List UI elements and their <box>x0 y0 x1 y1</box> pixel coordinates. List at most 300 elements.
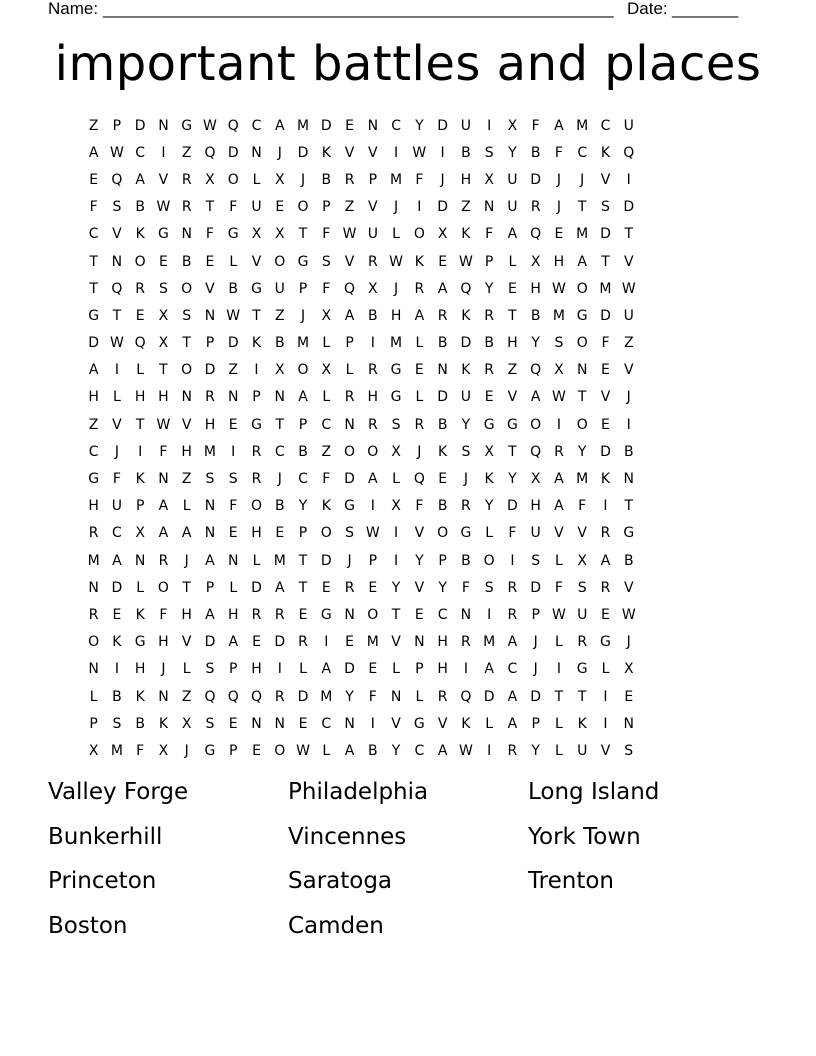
grid-letter: V <box>112 416 122 433</box>
grid-letter: G <box>623 525 635 542</box>
grid-letter: W <box>552 606 566 623</box>
grid-letter: N <box>367 117 379 134</box>
grid-row <box>82 574 734 601</box>
grid-letter: D <box>600 226 611 243</box>
grid-letter: I <box>277 661 282 678</box>
word-list-item: Long Island <box>528 779 660 805</box>
grid-letter: I <box>114 661 119 678</box>
grid-letter: J <box>347 552 352 569</box>
grid-letter: W <box>156 199 171 216</box>
grid-letter: B <box>112 688 122 705</box>
grid-letter: A <box>205 606 215 623</box>
grid-letter: R <box>251 471 262 488</box>
grid-letter: L <box>89 688 98 705</box>
grid-letter: J <box>300 307 306 324</box>
grid-letter: X <box>530 253 541 270</box>
grid-letter: Y <box>415 552 424 569</box>
grid-letter: P <box>229 661 238 678</box>
grid-letter: P <box>438 552 447 569</box>
grid-row <box>82 493 734 520</box>
grid-row <box>82 384 734 411</box>
grid-letter: Y <box>298 498 308 515</box>
grid-letter: N <box>437 362 448 379</box>
grid-letter: J <box>277 471 282 488</box>
grid-letter: L <box>136 362 145 379</box>
word-list-item: York Town <box>528 823 641 850</box>
grid-letter: G <box>134 634 146 651</box>
grid-letter: W <box>621 606 636 623</box>
grid-row <box>82 112 734 139</box>
grid-letter: T <box>182 579 191 596</box>
grid-letter: J <box>556 199 562 216</box>
grid-letter: U <box>507 171 518 188</box>
grid-letter: R <box>530 199 541 216</box>
grid-letter: X <box>484 443 494 460</box>
word-list-item: Camden <box>288 912 384 939</box>
grid-letter: J <box>184 552 189 569</box>
grid-letter: N <box>623 471 634 488</box>
grid-letter: Z <box>461 199 471 216</box>
grid-letter: R <box>367 253 378 270</box>
grid-letter: E <box>601 606 610 623</box>
grid-letter: F <box>554 579 563 596</box>
grid-letter: B <box>135 715 145 732</box>
grid-letter: F <box>485 226 494 243</box>
grid-letter: X <box>251 226 262 243</box>
grid-letter: Q <box>460 280 472 297</box>
grid-letter: H <box>204 416 216 433</box>
grid-letter: Q <box>204 688 216 705</box>
grid-letter: E <box>275 199 285 216</box>
grid-letter: R <box>181 171 192 188</box>
grid-letter: M <box>390 335 403 352</box>
grid-letter: D <box>437 389 448 406</box>
grid-letter: V <box>344 144 355 161</box>
grid-letter: V <box>600 171 611 188</box>
grid-letter: V <box>112 226 122 243</box>
grid-letter: I <box>626 171 631 188</box>
grid-letter: R <box>600 579 611 596</box>
grid-letter: P <box>298 416 308 433</box>
grid-letter: L <box>112 389 121 406</box>
grid-letter: E <box>252 634 261 651</box>
grid-letter: K <box>158 715 169 732</box>
grid-letter: C <box>321 715 332 732</box>
grid-letter: H <box>437 634 448 651</box>
grid-letter: Y <box>461 416 471 433</box>
grid-letter: C <box>507 661 518 678</box>
grid-letter: P <box>345 335 354 352</box>
grid-letter: F <box>136 742 145 759</box>
grid-letter: L <box>229 579 238 596</box>
grid-letter: X <box>321 307 332 324</box>
grid-letter: V <box>368 199 378 216</box>
grid-letter: N <box>227 389 239 406</box>
grid-letter: J <box>114 443 119 460</box>
grid-letter: D <box>344 661 355 678</box>
grid-letter: F <box>415 171 424 188</box>
grid-letter: N <box>227 552 239 569</box>
grid-letter: R <box>135 280 146 297</box>
grid-letter: B <box>135 199 145 216</box>
grid-letter: P <box>298 280 308 297</box>
grid-letter: E <box>228 715 238 732</box>
grid-letter: C <box>414 742 425 759</box>
grid-letter: L <box>555 742 563 759</box>
grid-letter: E <box>321 579 331 596</box>
date-blank: _______ <box>672 0 739 18</box>
grid-letter: N <box>181 389 192 406</box>
grid-letter: R <box>414 280 425 297</box>
grid-row <box>82 302 734 329</box>
grid-letter: L <box>415 688 424 705</box>
grid-letter: M <box>273 552 286 569</box>
grid-letter: N <box>460 606 472 623</box>
grid-letter: R <box>88 606 99 623</box>
grid-letter: I <box>440 144 445 161</box>
grid-letter: O <box>530 416 542 433</box>
grid-letter: T <box>275 416 285 433</box>
grid-letter: T <box>298 552 308 569</box>
grid-letter: P <box>89 715 98 732</box>
grid-letter: I <box>324 634 329 651</box>
grid-letter: S <box>228 471 238 488</box>
grid-letter: Q <box>250 688 262 705</box>
grid-letter: Q <box>204 144 216 161</box>
grid-letter: S <box>624 742 634 759</box>
grid-letter: C <box>321 416 332 433</box>
grid-letter: N <box>344 715 355 732</box>
grid-letter: G <box>297 253 309 270</box>
grid-letter: A <box>507 688 518 705</box>
grid-letter: J <box>417 443 422 460</box>
grid-letter: H <box>134 661 146 678</box>
grid-letter: Y <box>345 688 354 705</box>
grid-letter: G <box>251 416 262 433</box>
grid-letter: N <box>623 715 634 732</box>
grid-letter: H <box>507 335 518 352</box>
grid-letter: M <box>87 552 100 569</box>
grid-letter: V <box>554 525 564 542</box>
grid-letter: B <box>530 144 541 161</box>
grid-letter: R <box>437 688 448 705</box>
page-title: important battles and places <box>54 36 762 92</box>
grid-letter: B <box>623 552 634 569</box>
grid-letter: H <box>530 498 541 515</box>
grid-letter: A <box>507 715 518 732</box>
word-list-item: Vincennes <box>288 823 407 850</box>
grid-letter: J <box>440 171 445 188</box>
grid-letter: I <box>603 498 608 515</box>
grid-letter: H <box>181 606 192 623</box>
grid-letter: A <box>158 498 169 515</box>
grid-letter: X <box>158 335 169 352</box>
grid-letter: K <box>135 471 145 488</box>
grid-letter: M <box>320 688 333 705</box>
grid-letter: N <box>390 688 402 705</box>
grid-letter: N <box>204 498 216 515</box>
grid-letter: F <box>229 199 238 216</box>
grid-letter: P <box>484 253 494 270</box>
grid-letter: W <box>412 144 427 161</box>
grid-letter: C <box>274 443 285 460</box>
word-list-item: Philadelphia <box>288 779 429 805</box>
grid-letter: U <box>530 525 541 542</box>
grid-letter: V <box>251 253 262 270</box>
grid-letter: K <box>484 471 494 488</box>
grid-letter: B <box>623 443 634 460</box>
grid-letter: W <box>458 253 473 270</box>
grid-letter: I <box>603 688 608 705</box>
grid-letter: L <box>392 471 400 488</box>
grid-letter: E <box>624 688 634 705</box>
grid-letter: D <box>320 117 332 134</box>
grid-letter: B <box>274 498 285 515</box>
grid-letter: T <box>112 307 122 324</box>
grid-letter: B <box>228 280 239 297</box>
grid-letter: U <box>251 199 262 216</box>
grid-letter: G <box>413 715 425 732</box>
grid-letter: J <box>463 471 468 488</box>
grid-letter: N <box>414 634 425 651</box>
grid-letter: F <box>229 498 238 515</box>
grid-letter: L <box>415 389 424 406</box>
grid-letter: E <box>601 416 610 433</box>
grid-letter: M <box>296 117 310 134</box>
grid-letter: T <box>252 307 261 324</box>
word-list-item: Valley Forge <box>48 779 189 805</box>
grid-letter: D <box>344 471 355 488</box>
grid-letter: J <box>300 171 306 188</box>
grid-letter: Q <box>134 335 146 352</box>
grid-letter: R <box>344 579 355 596</box>
grid-letter: S <box>531 552 541 569</box>
grid-letter: G <box>576 307 588 324</box>
grid-letter: A <box>274 579 285 596</box>
grid-row <box>82 737 734 764</box>
grid-letter: U <box>623 117 634 134</box>
grid-letter: D <box>507 498 518 515</box>
grid-letter: I <box>510 552 515 569</box>
grid-letter: F <box>205 226 214 243</box>
grid-letter: E <box>228 416 238 433</box>
grid-letter: O <box>367 443 379 460</box>
grid-letter: I <box>463 661 468 678</box>
grid-letter: E <box>298 715 308 732</box>
grid-letter: W <box>552 280 566 297</box>
grid-letter: Q <box>111 280 123 297</box>
grid-letter: M <box>390 171 403 188</box>
grid-letter: Z <box>181 471 192 488</box>
grid-letter: Y <box>438 579 447 596</box>
grid-letter: Z <box>88 117 99 134</box>
grid-letter: D <box>320 552 332 569</box>
grid-letter: G <box>344 498 355 515</box>
word-list-item: Princeton <box>48 868 157 894</box>
grid-letter: Q <box>111 171 123 188</box>
grid-letter: X <box>507 117 518 134</box>
grid-letter: O <box>181 362 193 379</box>
grid-letter: B <box>437 416 448 433</box>
grid-letter: Q <box>530 226 542 243</box>
grid-letter: S <box>345 525 354 542</box>
grid-letter: A <box>205 552 215 569</box>
grid-letter: D <box>227 335 239 352</box>
grid-letter: B <box>181 253 192 270</box>
grid-letter: X <box>623 661 634 678</box>
grid-letter: V <box>391 715 401 732</box>
grid-letter: L <box>322 389 331 406</box>
grid-letter: C <box>600 117 611 134</box>
grid-letter: O <box>181 280 193 297</box>
grid-letter: J <box>394 280 399 297</box>
grid-letter: K <box>321 144 331 161</box>
grid-letter: L <box>136 579 145 596</box>
grid-row <box>82 656 734 683</box>
grid-letter: F <box>554 144 563 161</box>
grid-letter: E <box>159 253 168 270</box>
grid-letter: E <box>438 471 448 488</box>
grid-letter: T <box>391 606 401 623</box>
grid-letter: I <box>161 144 166 161</box>
grid-letter: K <box>461 226 471 243</box>
grid-letter: Q <box>413 471 425 488</box>
grid-letter: S <box>461 443 471 460</box>
grid-letter: V <box>623 362 634 379</box>
grid-letter: N <box>158 688 169 705</box>
grid-letter: L <box>392 661 400 678</box>
grid-letter: H <box>88 498 99 515</box>
grid-letter: A <box>507 226 518 243</box>
grid-letter: L <box>229 253 238 270</box>
grid-letter: R <box>251 443 262 460</box>
grid-letter: S <box>112 715 122 732</box>
grid-letter: E <box>368 661 378 678</box>
grid-letter: Y <box>531 335 540 352</box>
grid-letter: K <box>321 498 331 515</box>
grid-letter: U <box>507 199 518 216</box>
grid-letter: X <box>321 362 332 379</box>
grid-letter: F <box>322 226 331 243</box>
grid-letter: N <box>88 661 99 678</box>
grid-letter: X <box>274 226 285 243</box>
grid-letter: B <box>484 335 494 352</box>
grid-letter: G <box>251 280 262 297</box>
grid-letter: O <box>576 416 588 433</box>
grid-letter: G <box>460 525 472 542</box>
grid-letter: O <box>297 362 309 379</box>
grid-letter: W <box>296 742 310 759</box>
grid-letter: W <box>203 117 217 134</box>
grid-letter: K <box>577 715 587 732</box>
grid-letter: B <box>274 335 285 352</box>
grid-letter: B <box>437 498 448 515</box>
grid-letter: R <box>344 171 355 188</box>
grid-letter: Z <box>228 362 239 379</box>
grid-letter: Z <box>181 688 192 705</box>
grid-letter: U <box>367 226 378 243</box>
grid-letter: L <box>345 362 354 379</box>
grid-letter: P <box>135 498 145 515</box>
grid-letter: R <box>507 606 518 623</box>
grid-letter: F <box>159 606 168 623</box>
grid-letter: G <box>576 661 588 678</box>
grid-letter: U <box>577 606 588 623</box>
grid-letter: K <box>461 715 471 732</box>
grid-letter: L <box>555 634 563 651</box>
grid-letter: L <box>392 226 400 243</box>
grid-letter: I <box>417 199 422 216</box>
grid-letter: A <box>577 253 587 270</box>
name-blank: ______________________________________________________ <box>103 0 614 18</box>
grid-letter: R <box>600 525 611 542</box>
grid-letter: I <box>231 443 236 460</box>
grid-letter: R <box>344 389 355 406</box>
grid-letter: U <box>577 742 588 759</box>
grid-letter: M <box>599 280 612 297</box>
grid-letter: O <box>274 253 286 270</box>
grid-letter: V <box>344 253 355 270</box>
grid-letter: S <box>205 471 215 488</box>
grid-letter: D <box>530 688 542 705</box>
grid-letter: X <box>181 715 192 732</box>
grid-letter: D <box>600 443 611 460</box>
grid-letter: N <box>274 389 285 406</box>
grid-letter: V <box>414 579 425 596</box>
grid-letter: H <box>390 307 402 324</box>
grid-letter: Y <box>391 742 401 759</box>
grid-letter: F <box>508 525 517 542</box>
grid-row <box>82 465 734 492</box>
grid-letter: T <box>298 579 308 596</box>
grid-letter: I <box>626 416 631 433</box>
grid-letter: V <box>391 634 401 651</box>
grid-letter: Y <box>484 280 494 297</box>
grid-letter: L <box>252 171 261 188</box>
grid-letter: Z <box>321 443 332 460</box>
letter-grid <box>82 112 734 765</box>
grid-letter: E <box>112 606 122 623</box>
grid-letter: X <box>274 362 285 379</box>
grid-letter: D <box>297 144 309 161</box>
grid-letter: P <box>229 742 238 759</box>
grid-letter: V <box>600 389 611 406</box>
grid-letter: D <box>274 634 286 651</box>
grid-letter: Z <box>181 144 192 161</box>
grid-letter: C <box>298 471 308 488</box>
grid-letter: B <box>298 443 308 460</box>
grid-letter: D <box>600 307 611 324</box>
grid-row <box>82 520 734 547</box>
grid-letter: G <box>390 389 402 406</box>
grid-letter: Y <box>508 471 517 488</box>
grid-letter: D <box>483 688 495 705</box>
grid-letter: A <box>274 117 285 134</box>
grid-letter: K <box>414 253 424 270</box>
grid-letter: O <box>134 253 146 270</box>
grid-letter: L <box>555 552 563 569</box>
grid-letter: H <box>227 606 239 623</box>
grid-letter: D <box>251 579 262 596</box>
grid-letter: Q <box>344 280 356 297</box>
grid-letter: T <box>298 226 308 243</box>
grid-letter: T <box>577 389 587 406</box>
grid-letter: L <box>508 253 517 270</box>
grid-letter: L <box>555 715 563 732</box>
grid-letter: R <box>414 416 425 433</box>
grid-letter: D <box>460 335 472 352</box>
grid-letter: P <box>112 117 122 134</box>
